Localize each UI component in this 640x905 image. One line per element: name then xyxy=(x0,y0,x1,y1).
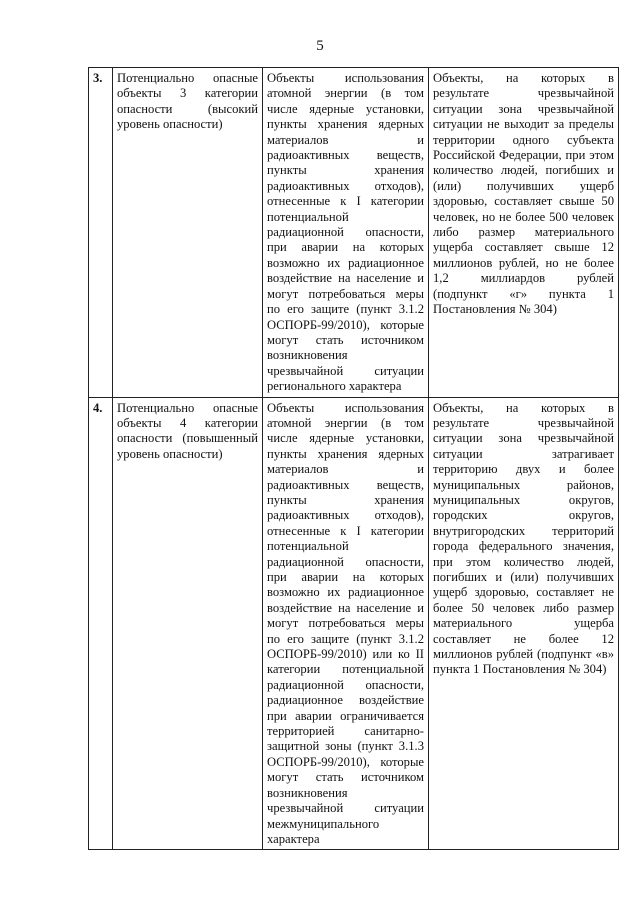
facility-description-cell: Объекты использования атомной энергии (в том числе ядерные установки, пункты хранения ядерных материалов и радиоактивных веществ, пункты хранения радиоактивных отходов), отнесенные к I категории потенциальной радиационной опасности, при аварии на которых возможно их радиационное воздействие на население и могут потребоваться меры по его защите (пункт 3.1.2 ОСПОРБ-99/2010) или ко II категории потенциальной радиационной опасности, радиационное воздействие при аварии ограничивается территорией санитарно-защитной зоны (пункт 3.1.3 ОСПОРБ-99/2010), которые могут стать источником возникновения чрезвычайной ситуации межмуниципального характера xyxy=(263,397,429,850)
emergency-criteria-cell: Объекты, на которых в результате чрезвычайной ситуации зона чрезвычайной ситуации затрагивает территорию двух и более муниципальных районов, муниципальных округов, городских округов, внутригородских территорий города федерального значения, при этом количество людей, погибших и (или) получивших ущерб здоровью, составляет не более 50 человек либо размер материального ущерба составляет не более 12 миллионов рублей (подпункт «в» пункта 1 Постановления № 304) xyxy=(429,397,619,850)
page-number: 5 xyxy=(316,38,324,54)
hazard-category-cell: Потенциально опасные объекты 4 категории опасности (повышенный уровень опасности) xyxy=(113,397,263,850)
categories-table xyxy=(88,67,619,850)
row-number: 4. xyxy=(89,397,113,850)
row-number: 3. xyxy=(89,68,113,398)
hazard-category-cell: Потенциально опасные объекты 3 категории опасности (высокий уровень опасности) xyxy=(113,68,263,398)
table-row-category-4 xyxy=(89,397,619,850)
facility-description-cell: Объекты использования атомной энергии (в том числе ядерные установки, пункты хранения ядерных материалов и радиоактивных веществ, пункты хранения радиоактивных отходов), отнесенные к I категории потенциальной радиационной опасности, при аварии на которых возможно их радиационное воздействие на население и могут потребоваться меры по его защите (пункт 3.1.2 ОСПОРБ-99/2010), которые могут стать источником возникновения чрезвычайной ситуации регионального характера xyxy=(263,68,429,398)
table-row-category-3 xyxy=(89,68,619,398)
emergency-criteria-cell: Объекты, на которых в результате чрезвычайной ситуации зона чрезвычайной ситуации не выходит за пределы территории одного субъекта Российской Федерации, при этом количество людей, погибших и (или) получивших ущерб здоровью, составляет свыше 50 человек, но не более 500 человек либо размер материального ущерба составляет свыше 12 миллионов рублей, но не более 1,2 миллиардов рублей (подпункт «г» пункта 1 Постановления № 304) xyxy=(429,68,619,398)
